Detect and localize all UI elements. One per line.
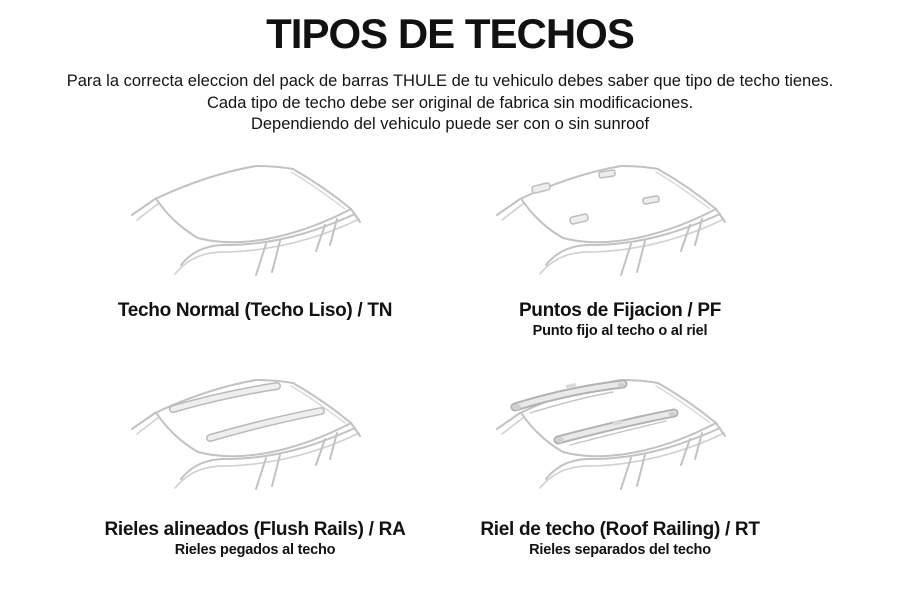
roof-type-label-ra: Rieles alineados (Flush Rails) / RA (104, 519, 406, 540)
roof-type-caption-pf (519, 300, 721, 339)
roof-type-caption-tn (118, 300, 392, 322)
intro-line-2: Cada tipo de techo debe ser original de fabrica sin modificaciones. (206, 93, 694, 112)
fixation-points-roof-illustration (470, 152, 770, 297)
raised-railing-roof-illustration (470, 366, 770, 511)
smooth-roof-illustration (105, 152, 405, 297)
intro-line-3: Dependiendo del vehiculo puede ser con o sin sunroof (250, 115, 650, 133)
roof-type-sublabel-ra: Rieles pegados al techo (174, 542, 336, 558)
intro-text (0, 71, 900, 136)
roof-type-card-tn (85, 152, 425, 322)
roof-type-label-tn: Techo Normal (Techo Liso) / TN (117, 300, 393, 321)
roof-type-label-pf: Puntos de Fijacion / PF (518, 300, 722, 321)
roof-type-sublabel-rt: Rieles separados del techo (529, 542, 711, 558)
raised-rails (515, 384, 674, 445)
fixation-pads (531, 170, 659, 225)
flush-rails-roof-illustration (105, 366, 405, 511)
roof-type-label-rt: Riel de techo (Roof Railing) / RT (480, 519, 760, 540)
flush-rails (173, 386, 321, 438)
roof-type-caption-rt (480, 519, 759, 558)
roof-type-card-rt (450, 366, 790, 558)
roof-type-caption-ra (105, 519, 406, 558)
roof-type-card-ra (85, 366, 425, 558)
roof-type-card-pf (450, 152, 790, 339)
page-title: TIPOS DE TECHOS (266, 10, 634, 57)
intro-line-1: Para la correcta eleccion del pack de barras THULE de tu vehiculo debes saber que tipo de techo tienes. (66, 72, 834, 90)
roof-type-sublabel-pf: Punto fijo al techo o al riel (532, 323, 708, 339)
